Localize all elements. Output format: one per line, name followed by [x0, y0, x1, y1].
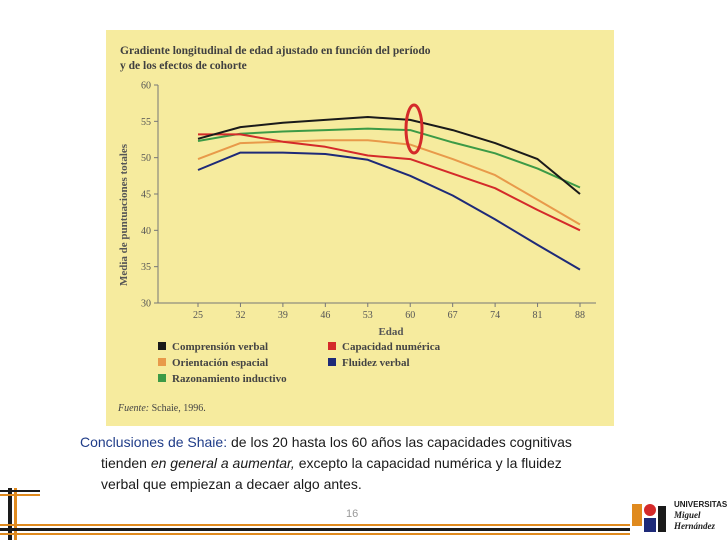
caption [80, 432, 660, 495]
legend [158, 341, 441, 385]
legend-label: Fluidez verbal [342, 357, 410, 369]
caption-line-1 [80, 432, 660, 453]
logo-line2: Miguel [674, 510, 701, 520]
x-tick-label: 67 [447, 310, 458, 321]
legend-swatch [328, 358, 336, 366]
logo-line1: UNIVERSITAS [674, 500, 727, 509]
legend-swatch [158, 342, 166, 350]
decorative-stripes-bottom [0, 520, 630, 540]
caption-part1: de los 20 hasta los 60 años las capacidades cognitivas [227, 434, 572, 450]
x-tick-label: 74 [490, 310, 501, 321]
legend-swatch [158, 374, 166, 382]
source-note [117, 403, 206, 414]
x-tick-label: 53 [362, 310, 373, 321]
x-tick-label: 46 [320, 310, 331, 321]
y-tick-label: 40 [141, 225, 151, 237]
y-tick-label: 45 [141, 189, 151, 201]
series-line-fluidez-verbal [198, 153, 580, 270]
legend-label: Orientación espacial [172, 357, 269, 369]
caption-emphasis: en general a aumentar, [150, 455, 295, 471]
legend-label: Razonamiento inductivo [172, 373, 287, 385]
source-text: Schaie, 1996. [151, 403, 206, 414]
caption-line-3 [80, 474, 660, 495]
university-logo [630, 496, 727, 540]
caption-part4: verbal que empiezan a decaer algo antes. [101, 476, 362, 492]
y-tick-label: 35 [141, 262, 151, 274]
x-tick-label: 39 [277, 310, 288, 321]
chart-panel [106, 30, 614, 426]
x-tick-label: 81 [532, 310, 543, 321]
series-line-capacidad-numérica [198, 134, 580, 230]
caption-line-2 [80, 453, 660, 474]
x-tick-label: 88 [575, 310, 585, 321]
chart-title-line1: Gradiente longitudinal de edad ajustado en función del período [120, 45, 431, 57]
logo-emblem-icon [630, 496, 670, 540]
y-tick-label: 30 [141, 298, 151, 310]
y-tick-label: 50 [141, 153, 151, 165]
legend-swatch [158, 358, 166, 366]
source-label: Fuente: [118, 403, 150, 414]
caption-part2: tienden [101, 455, 151, 471]
legend-label: Comprensión verbal [172, 341, 269, 353]
y-axis-label: Media de puntuaciones totales [118, 143, 130, 287]
slide-number: 16 [346, 508, 359, 520]
caption-part3: excepto la capacidad numérica y la fluidez [294, 455, 562, 471]
caption-lead: Conclusiones de Shaie: [80, 434, 228, 450]
legend-swatch [328, 342, 336, 350]
x-tick-label: 60 [405, 310, 416, 321]
line-chart [106, 30, 614, 426]
chart-title-line2: y de los efectos de cohorte [120, 60, 247, 72]
y-tick-label: 60 [141, 80, 151, 92]
logo-line3: Hernández [674, 521, 716, 531]
legend-label: Capacidad numérica [342, 341, 441, 353]
y-tick-label: 55 [141, 116, 151, 128]
x-axis-label: Edad [378, 326, 404, 338]
x-tick-label: 25 [193, 310, 203, 321]
series-lines [198, 117, 580, 270]
x-tick-label: 32 [235, 310, 246, 321]
